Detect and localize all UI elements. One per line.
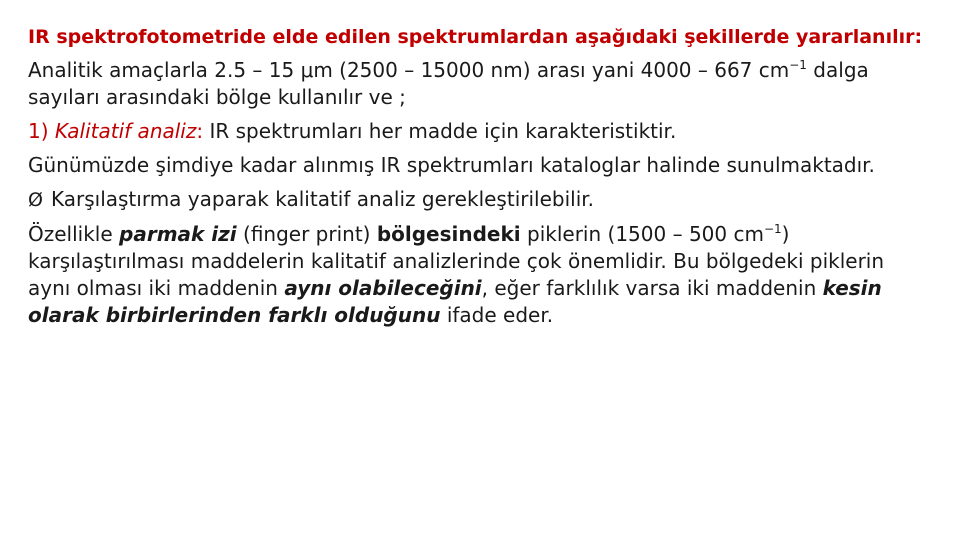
item-number: 1): [28, 119, 55, 143]
paragraph-fingerprint: [28, 221, 928, 329]
term-colon: :: [196, 119, 210, 143]
fp-text-1: Özellikle: [28, 222, 120, 246]
qualitative-text: IR spektrumları her madde için karakteristiktir.: [209, 119, 677, 143]
range-superscript: −1: [789, 58, 807, 72]
qualitative-term: Kalitatif analiz: [54, 119, 197, 143]
fp-text-4: ) karşılaştırılması maddelerin kalitatif analizlerinde çok önemlidir. Bu bölgedeki piklerin aynı olması iki maddenin: [28, 222, 885, 300]
fp-text-6: ifade eder.: [440, 303, 554, 327]
fp-bold-italic-3: kesin olarak birbirlerinden farklı olduğunu: [28, 276, 882, 327]
fp-text-5: , eğer farklılık varsa iki maddenin: [481, 276, 823, 300]
paragraph-qualitative: [28, 118, 928, 145]
slide-heading: IR spektrofotometride elde edilen spektrumlardan aşağıdaki şekillerde yararlanılır:: [28, 26, 923, 48]
arrow-bullet-icon: Ø: [28, 189, 43, 211]
fp-bold-italic-1: parmak izi: [119, 222, 237, 246]
fp-text-3: piklerin (1500 – 500 cm: [520, 222, 764, 246]
paragraph-range: [28, 57, 928, 111]
bullet-text: Karşılaştırma yaparak kalitatif analiz gerekleştirilebilir.: [50, 187, 594, 211]
fp-bold-italic-2: aynı olabileceğini: [284, 276, 482, 300]
slide-content: [28, 24, 928, 336]
fp-bold-1: bölgesindeki: [376, 222, 521, 246]
bullet-item: [28, 186, 928, 214]
fp-superscript: −1: [763, 222, 782, 236]
paragraph-catalogs: Günümüzde şimdiye kadar alınmış IR spektrumları kataloglar halinde sunulmaktadır.: [28, 153, 875, 177]
range-text-b: dalga sayıları arasındaki bölge kullanılır ve ;: [28, 58, 869, 109]
range-text-a: Analitik amaçlarla 2.5 – 15 μm (2500 – 15000 nm) arası yani 4000 – 667 cm: [28, 58, 790, 82]
fp-text-2: (finger print): [236, 222, 377, 246]
